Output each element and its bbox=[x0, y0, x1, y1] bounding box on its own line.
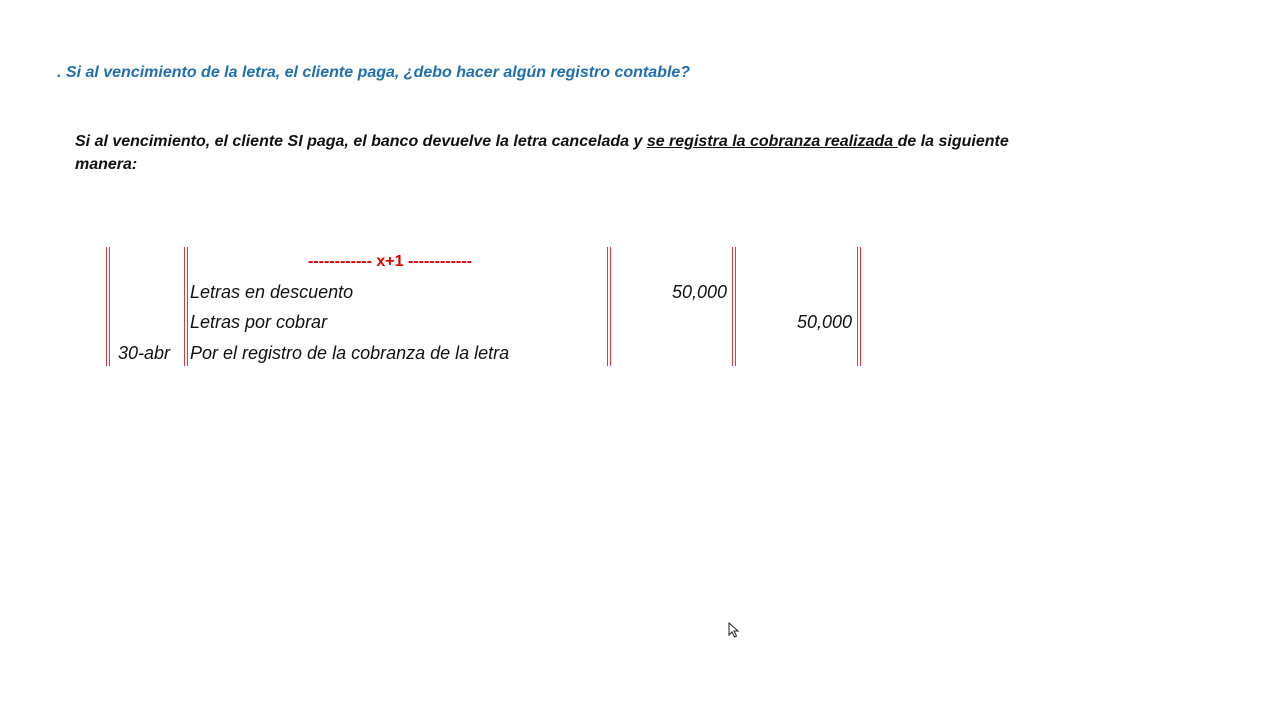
entry-date: 30-abr bbox=[118, 343, 171, 363]
credit-account-name: Letras por cobrar bbox=[190, 312, 328, 332]
entry-number-header: ------------ x+1 ------------ bbox=[308, 253, 472, 270]
answer-text-start: Si al vencimiento, el cliente SI paga, el banco devuelve la letra cancelada y bbox=[75, 133, 647, 150]
column-rule-credit bbox=[857, 247, 861, 366]
question-heading: . Si al vencimiento de la letra, el cliente paga, ¿debo hacer algún registro contable? bbox=[57, 64, 691, 81]
answer-text-end: de la siguiente manera: bbox=[75, 133, 1009, 173]
column-rule-left bbox=[106, 247, 110, 366]
column-rule-account bbox=[607, 247, 611, 366]
mouse-pointer-icon bbox=[728, 622, 740, 638]
entry-gloss: Por el registro de la cobranza de la letra bbox=[190, 343, 510, 363]
answer-paragraph bbox=[75, 130, 1055, 176]
credit-amount: 50,000 bbox=[796, 312, 852, 332]
debit-amount: 50,000 bbox=[671, 282, 727, 302]
column-rule-date bbox=[184, 247, 188, 366]
column-rule-debit bbox=[732, 247, 736, 366]
debit-account-name: Letras en descuento bbox=[190, 282, 354, 302]
answer-underlined-text: se registra la cobranza realizada bbox=[646, 133, 898, 150]
